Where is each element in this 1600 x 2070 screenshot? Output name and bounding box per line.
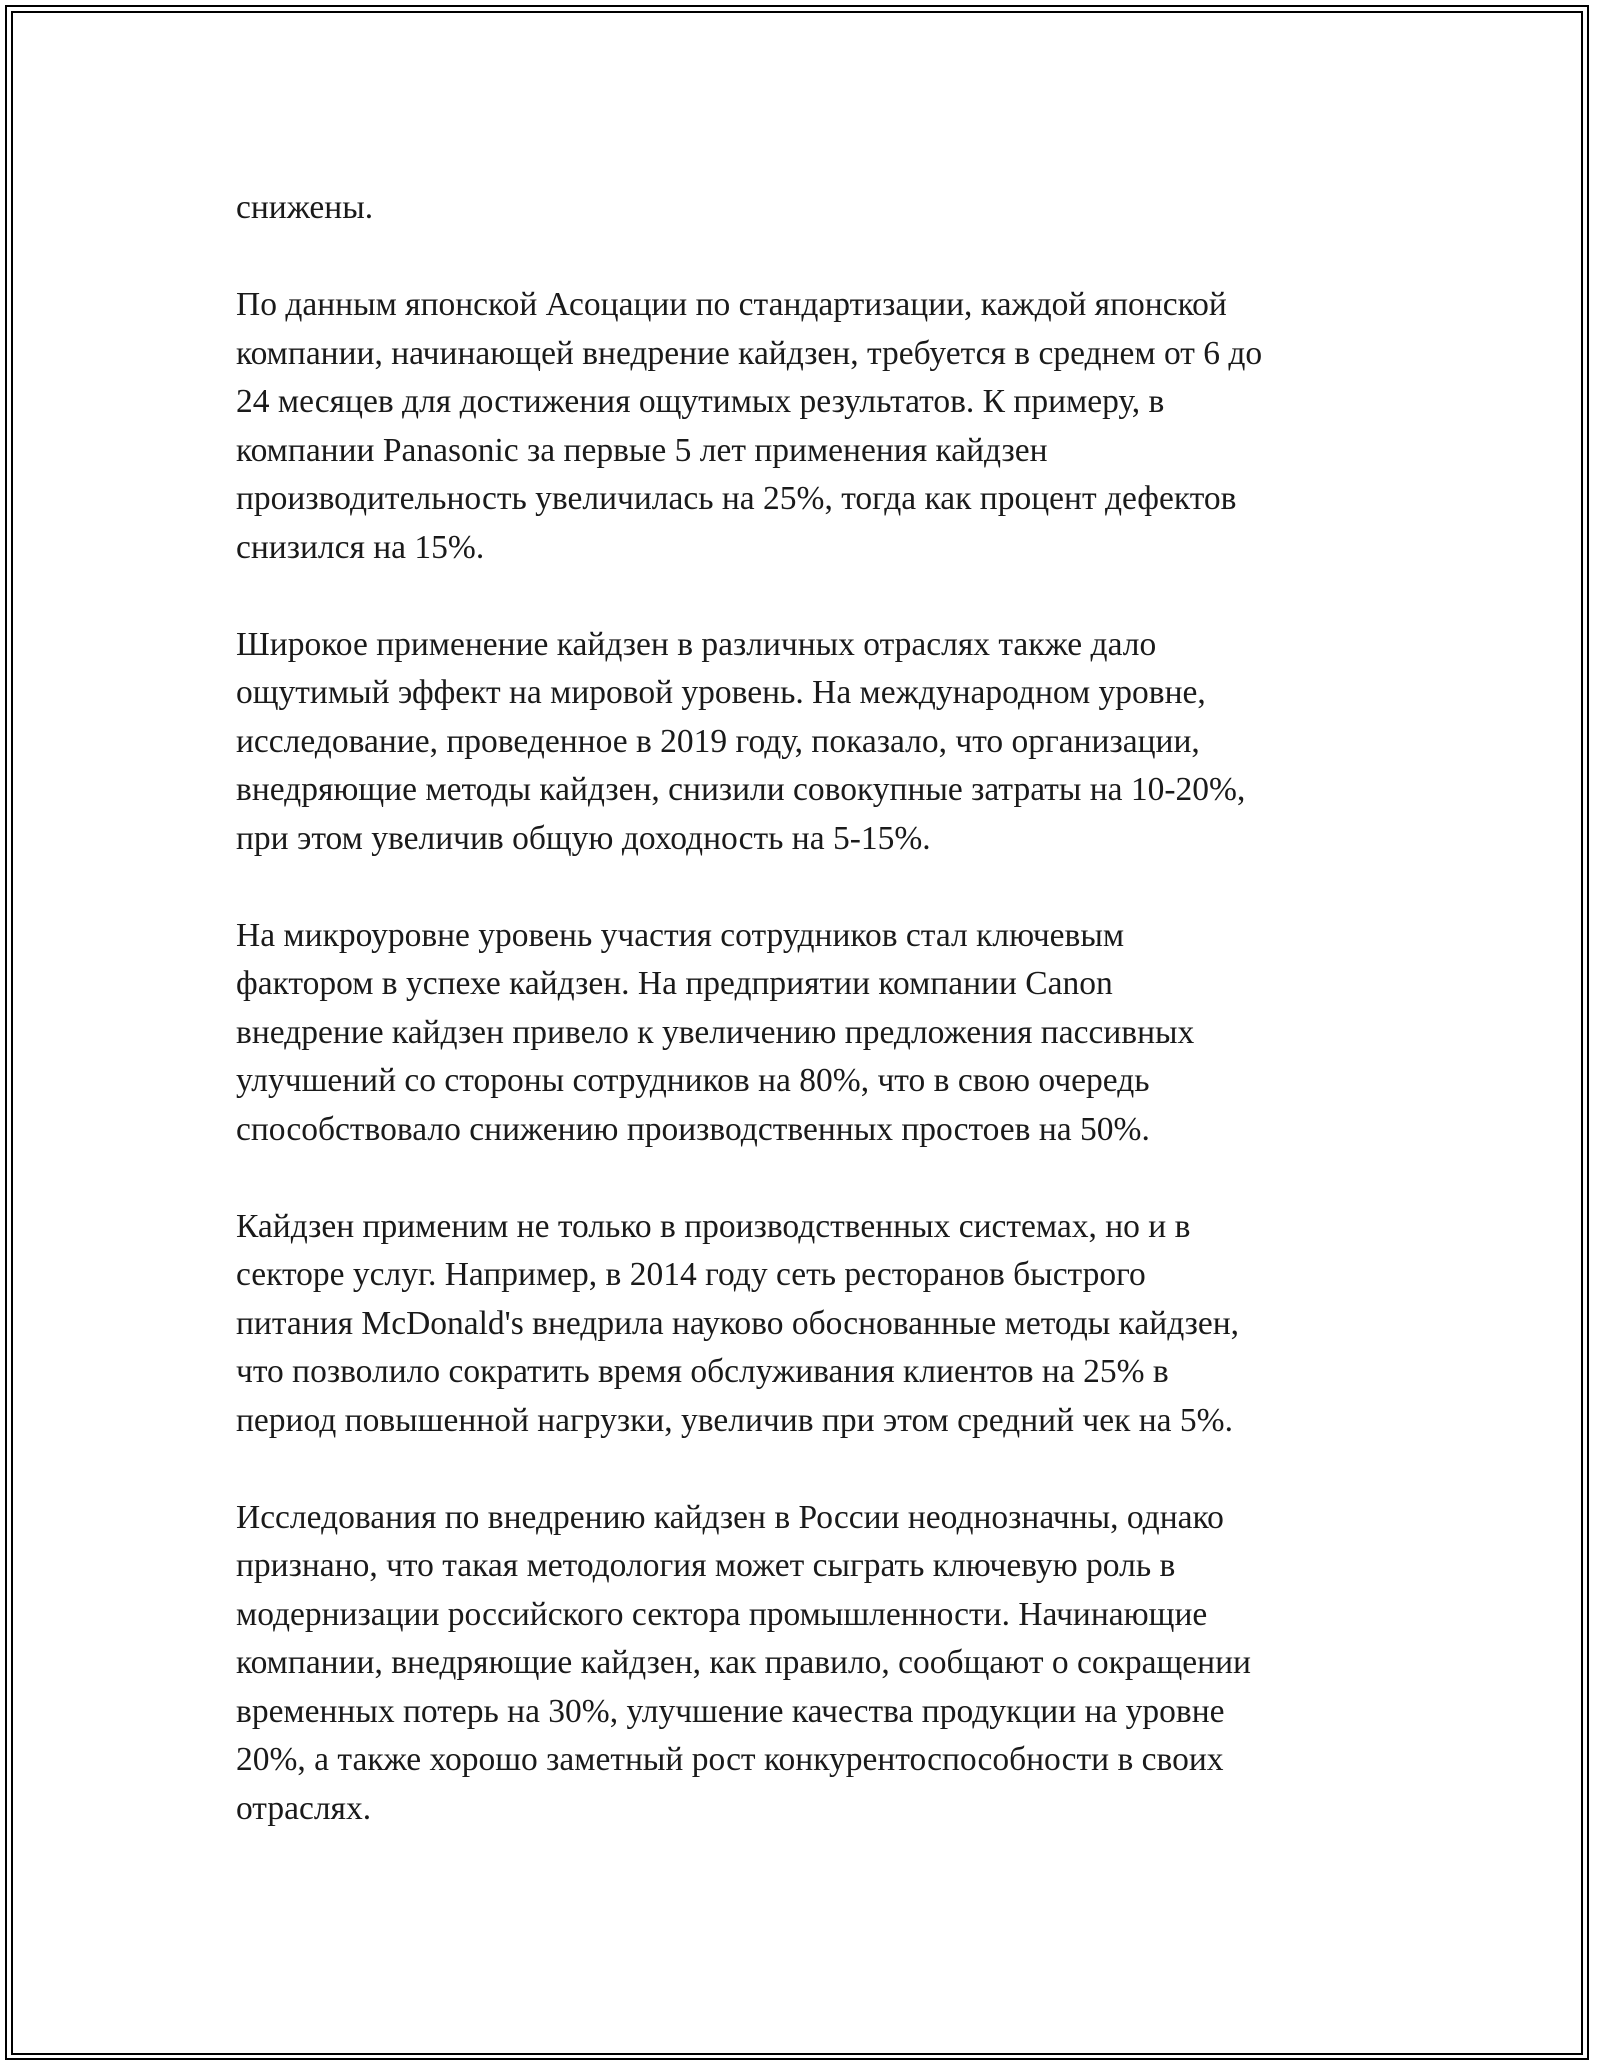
paragraph-japan-standards xyxy=(236,281,1386,572)
paragraph-micro-level xyxy=(236,912,1386,1155)
text-line: что позволило сократить время обслуживания клиентов на 25% в xyxy=(236,1353,1169,1390)
text-line: модернизации российского сектора промышленности. Начинающие xyxy=(236,1595,1208,1633)
text-line: улучшений со стороны сотрудников на 80%, что в свою очередь xyxy=(236,1062,1150,1099)
document-body xyxy=(236,184,1386,1833)
text-line: питания McDonald's внедрила науково обоснованные методы кайдзен, xyxy=(236,1304,1240,1342)
paragraph-russia xyxy=(236,1494,1386,1834)
text-line: внедрение кайдзен привело к увеличению предложения пассивных xyxy=(236,1013,1195,1051)
text-line: снизился на 15%. xyxy=(236,528,485,566)
text-line: компании, внедряющие кайдзен, как правило, сообщают о сокращении xyxy=(236,1644,1251,1681)
text-line: Исследования по внедрению кайдзен в России неоднозначны, однако xyxy=(236,1498,1224,1536)
paragraph-service-sector xyxy=(236,1203,1386,1446)
text-line: способствовало снижению производственных простоев на 50%. xyxy=(236,1110,1150,1148)
text-line: отраслях. xyxy=(236,1789,372,1827)
text-line: признано, что такая методология может сыграть ключевую роль в xyxy=(236,1547,1176,1584)
text-line: исследование, проведенное в 2019 году, показало, что организации, xyxy=(236,722,1200,760)
paragraph-continuation xyxy=(236,184,1386,233)
text-line: ощутимый эффект на мировой уровень. На международном уровне, xyxy=(236,674,1206,711)
text-line: Кайдзен применим не только в производственных системах, но и в xyxy=(236,1207,1191,1245)
text-line: производительность увеличилась на 25%, тогда как процент дефектов xyxy=(236,480,1237,517)
text-line: внедряющие методы кайдзен, снизили совокупные затраты на 10-20%, xyxy=(236,771,1246,808)
paragraph-global-effect xyxy=(236,621,1386,864)
text-line: По данным японской Асоцации по стандартизации, каждой японской xyxy=(236,286,1227,323)
text-line: снижены. xyxy=(236,189,374,226)
text-line: 20%, а также хорошо заметный рост конкурентоспособности в своих xyxy=(236,1741,1224,1778)
text-line: при этом увеличив общую доходность на 5-15%. xyxy=(236,819,931,857)
text-line: Широкое применение кайдзен в различных отраслях также дало xyxy=(236,625,1157,663)
text-line: На микроуровне уровень участия сотрудников стал ключевым xyxy=(236,916,1125,954)
text-line: временных потерь на 30%, улучшение качества продукции на уровне xyxy=(236,1692,1225,1730)
text-line: компании, начинающей внедрение кайдзен, требуется в среднем от 6 до xyxy=(236,334,1263,372)
text-line: фактором в успехе кайдзен. На предприятии компании Canon xyxy=(236,965,1113,1002)
text-line: 24 месяцев для достижения ощутимых результатов. К примеру, в xyxy=(236,383,1165,420)
text-line: компании Panasonic за первые 5 лет применения кайдзен xyxy=(236,431,1048,469)
text-line: секторе услуг. Например, в 2014 году сеть ресторанов быстрого xyxy=(236,1256,1146,1293)
text-line: период повышенной нагрузки, увеличив при этом средний чек на 5%. xyxy=(236,1401,1233,1439)
